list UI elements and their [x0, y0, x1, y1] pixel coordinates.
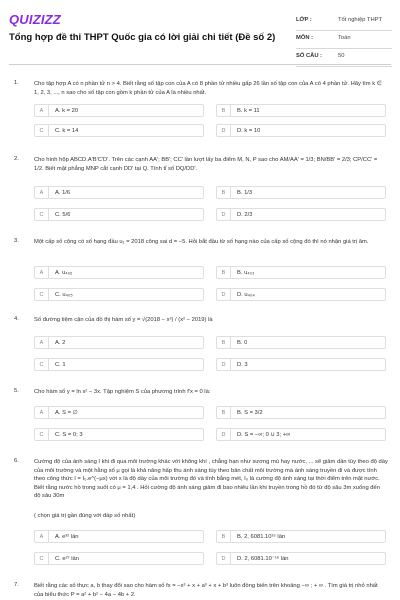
question-number: 5. [14, 388, 19, 394]
option-letter: A [35, 407, 49, 418]
meta-row-subject [296, 31, 392, 49]
question-text: Cho hàm số y = ln x² − 3x. Tập nghiệm S của phương trình f'x = 0 là: [34, 389, 211, 395]
option-letter: D [217, 125, 231, 136]
option-text: B. 1/3 [237, 189, 253, 196]
option-b[interactable] [216, 104, 386, 117]
option-letter: C [35, 125, 49, 136]
option-text: A. 2 [55, 339, 66, 346]
question-text: Biết rằng các số thực a, b thay đổi sao cho hàm số fx = −x³ + x + a³ + x + b³ luôn đồng biến trên khoảng −∞ ; + ∞ . Tìm giá trị nhỏ nhất của biểu thức P = a² + b² − 4a − 4b + 2. [34, 583, 378, 598]
question-number: 2. [14, 156, 19, 162]
option-letter: A [35, 267, 49, 278]
question-text: Cho hình hộp ABCD.A'B'C'D'. Trên các cạnh AA'; BB'; CC' lần lượt lấy ba điểm M, N, P sao cho AM/AA' = 1/3; BN/BB' = 2/3; CP/CC' = 1/2. Biết mặt phẳng MNP cắt cạnh DD' tại Q. Tính tỉ số DQ/DD'. [34, 157, 378, 172]
option-text: D. S = −∞; 0 ∪ 3; +∞ [237, 431, 291, 438]
question-text: Số đường tiệm cận của đồ thị hàm số y = √(2018 − x²) / (x² − 2019) là [34, 317, 213, 323]
question-hint: ( chọn giá trị gần đúng với đáp số nhất) [34, 513, 136, 519]
meta-row-class [296, 13, 392, 31]
option-letter: D [217, 359, 231, 370]
option-text: B. u₄₀₃ [237, 269, 255, 276]
option-letter: C [35, 289, 49, 300]
option-letter: A [35, 105, 49, 116]
option-letter: B [217, 187, 231, 198]
option-letter: B [217, 407, 231, 418]
option-a[interactable] [34, 406, 204, 419]
option-a[interactable] [34, 336, 204, 349]
option-b[interactable] [216, 406, 386, 419]
option-letter: B [217, 531, 231, 542]
option-text: C. k = 14 [55, 127, 79, 134]
option-letter: A [35, 337, 49, 348]
option-text: A. u₄₀₆ [55, 269, 73, 276]
option-text: C. u₄₀₅ [55, 291, 73, 298]
option-b[interactable] [216, 266, 386, 279]
option-d[interactable] [216, 288, 386, 301]
option-letter: B [217, 105, 231, 116]
option-text: C. e²⁷ lần [55, 555, 80, 562]
option-c[interactable] [34, 428, 204, 441]
option-text: D. 3 [237, 361, 248, 368]
option-letter: D [217, 289, 231, 300]
option-letter: C [35, 359, 49, 370]
option-b[interactable] [216, 186, 386, 199]
option-letter: B [217, 337, 231, 348]
option-text: C. 1 [55, 361, 66, 368]
question-number: 3. [14, 238, 19, 244]
page-title: Tổng hợp đề thi THPT Quốc gia có lời giải chi tiết (Đề số 2) [9, 32, 276, 43]
option-text: A. 1/6 [55, 189, 71, 196]
option-d[interactable] [216, 358, 386, 371]
option-b[interactable] [216, 336, 386, 349]
question-number: 6. [14, 458, 19, 464]
option-text: B. 0 [237, 339, 248, 346]
option-text: B. S = 3/2 [237, 409, 263, 416]
option-d[interactable] [216, 208, 386, 221]
header-divider [9, 64, 391, 65]
option-text: D. 2/3 [237, 211, 253, 218]
meta-value: 50 [338, 53, 345, 59]
option-letter: D [217, 209, 231, 220]
option-b[interactable] [216, 530, 386, 543]
option-text: C. S = 0; 3 [55, 431, 83, 438]
option-letter: A [35, 187, 49, 198]
option-letter: D [217, 429, 231, 440]
option-letter: C [35, 429, 49, 440]
question-number: 7. [14, 582, 19, 588]
option-c[interactable] [34, 288, 204, 301]
option-letter: B [217, 267, 231, 278]
option-a[interactable] [34, 530, 204, 543]
option-text: C. 5/6 [55, 211, 71, 218]
meta-key: SỐ CÂU : [296, 53, 323, 59]
option-text: D. 2, 6081.10⁻¹⁶ lần [237, 555, 289, 562]
option-letter: C [35, 209, 49, 220]
option-c[interactable] [34, 124, 204, 137]
option-text: B. 2, 6081.10¹⁶ lần [237, 533, 286, 540]
option-text: D. u₄₀₄ [237, 291, 255, 298]
option-c[interactable] [34, 552, 204, 565]
meta-panel [296, 13, 392, 67]
meta-key: LỚP : [296, 17, 312, 23]
option-a[interactable] [34, 104, 204, 117]
option-c[interactable] [34, 208, 204, 221]
option-a[interactable] [34, 186, 204, 199]
option-text: A. e³² lần [55, 533, 79, 540]
option-text: A. S = ∅ [55, 409, 78, 416]
question-text: Cho tập hợp A có n phần tử n > 4. Biết rằng số tập con của A có 8 phần tử nhiều gấp 26 lần số tập con của A có 4 phần tử. Hãy tìm k ∈ 1, 2, 3, ..., n sao cho số tập con gồm k phần tử của A là nhiều nhất. [34, 81, 382, 96]
meta-value: Toán [338, 35, 351, 41]
option-d[interactable] [216, 428, 386, 441]
option-text: A. k = 20 [55, 107, 79, 114]
question-text: Một cấp số cộng có số hạng đầu u₁ = 2018 công sai d = −5. Hỏi bắt đầu từ số hạng nào của cấp số cộng đó thì nó nhận giá trị âm. [34, 239, 369, 245]
option-letter: C [35, 553, 49, 564]
option-text: D. k = 10 [237, 127, 261, 134]
option-letter: D [217, 553, 231, 564]
option-d[interactable] [216, 124, 386, 137]
question-text: Cường độ của ánh sáng I khi đi qua môi trường khác với không khí , chẳng hạn như sương mù hay nước, ... sẽ giảm dần tùy theo độ dày của môi trường và một hằng số μ gọi là khả năng hấp thu ánh sáng tùy theo bản chất môi trường mà ánh sáng truyền đi và được tính theo công thức I = I₀.e^(−μx) với x là độ dày của môi trường đó và tính bằng mét, I₀ là cường độ ánh sáng tại thời điểm trên mặt nước. Biết rằng nước hồ trong suốt có μ = 1,4 . Hỏi cường độ ánh sáng giảm đi bao nhiêu lần khi truyền trong hồ đó từ độ sâu 3m xuống đến độ sâu 30m [34, 459, 388, 500]
option-letter: A [35, 531, 49, 542]
question-number: 4. [14, 316, 19, 322]
question-number: 1. [14, 80, 19, 86]
option-a[interactable] [34, 266, 204, 279]
option-text: B. k = 11 [237, 107, 260, 114]
option-d[interactable] [216, 552, 386, 565]
quizizz-logo: QUIZIZZ [9, 12, 61, 27]
meta-value: Tốt nghiệp THPT [338, 17, 383, 23]
option-c[interactable] [34, 358, 204, 371]
meta-key: MÔN : [296, 35, 314, 41]
